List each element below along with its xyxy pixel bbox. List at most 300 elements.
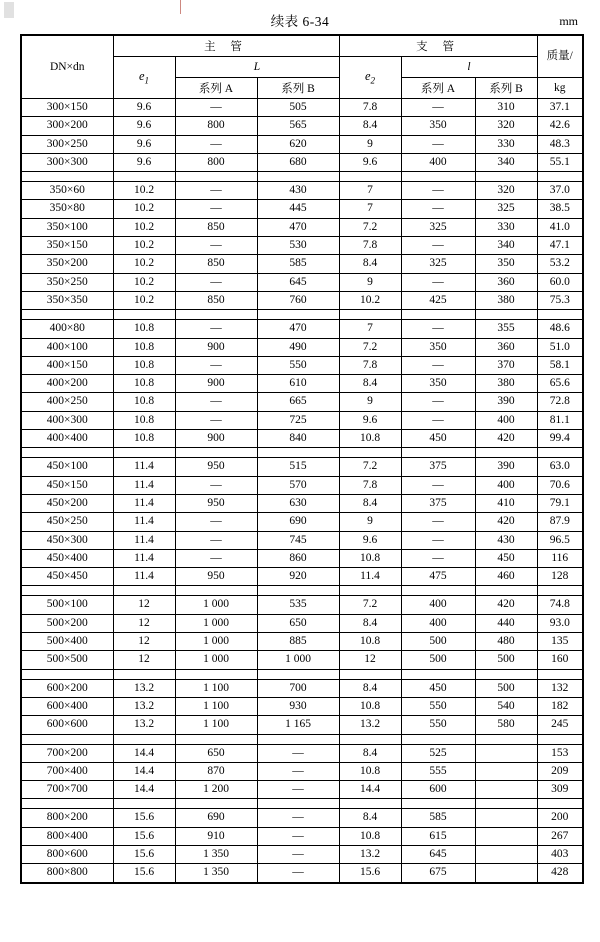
cell-main-series-b: 920 (257, 568, 339, 586)
table-row (21, 651, 583, 669)
cell-branch-series-b: 580 (475, 716, 537, 734)
cell-branch-series-b: 440 (475, 614, 537, 632)
cell-branch-series-b: 355 (475, 320, 537, 338)
continued-table-title: 续表 6-34 (270, 14, 330, 29)
cell-main-series-b: 470 (257, 218, 339, 236)
cell-branch-series-a: 475 (401, 568, 475, 586)
cell-main-series-a: 1 200 (175, 781, 257, 799)
cell-dn: 300×250 (21, 135, 113, 153)
cell-e2: 8.4 (339, 679, 401, 697)
cell-weight: 55.1 (537, 153, 583, 171)
cell-e1: 10.8 (113, 411, 175, 429)
cell-weight: 42.6 (537, 117, 583, 135)
cell-e1: 12 (113, 614, 175, 632)
cell-branch-series-b: 460 (475, 568, 537, 586)
group-separator (21, 586, 583, 596)
cell-dn: 400×150 (21, 356, 113, 374)
cell-branch-series-a: — (401, 549, 475, 567)
cell-main-series-b: 650 (257, 614, 339, 632)
cell-dn: 500×400 (21, 633, 113, 651)
cell-e1: 12 (113, 596, 175, 614)
cell-branch-series-b: 400 (475, 411, 537, 429)
cell-main-series-a: 850 (175, 218, 257, 236)
cell-main-series-a: — (175, 320, 257, 338)
cell-branch-series-a: — (401, 513, 475, 531)
header-l: l (401, 57, 537, 78)
table-row (21, 135, 583, 153)
cell-dn: 300×200 (21, 117, 113, 135)
table-row (21, 864, 583, 883)
cell-branch-series-b: 420 (475, 513, 537, 531)
cell-weight: 48.6 (537, 320, 583, 338)
cell-weight: 209 (537, 762, 583, 780)
cell-e2: 8.4 (339, 375, 401, 393)
cell-weight: 116 (537, 549, 583, 567)
page-header (0, 0, 600, 34)
cell-branch-series-b: 500 (475, 651, 537, 669)
table-row (21, 614, 583, 632)
cell-weight: 79.1 (537, 494, 583, 512)
cell-main-series-a: — (175, 531, 257, 549)
cell-main-series-a: 690 (175, 809, 257, 827)
cell-e2: 14.4 (339, 781, 401, 799)
cell-weight: 65.6 (537, 375, 583, 393)
cell-e2: 7.8 (339, 356, 401, 374)
cell-e2: 7.2 (339, 338, 401, 356)
cell-e1: 10.2 (113, 200, 175, 218)
cell-branch-series-a: 350 (401, 375, 475, 393)
cell-e1: 10.2 (113, 273, 175, 291)
cell-branch-series-b: 480 (475, 633, 537, 651)
header-branch-pipe: 支 管 (339, 35, 537, 57)
cell-main-series-b: 930 (257, 697, 339, 715)
cell-weight: 38.5 (537, 200, 583, 218)
table-row (21, 153, 583, 171)
cell-weight: 403 (537, 845, 583, 863)
cell-dn: 600×600 (21, 716, 113, 734)
table-row (21, 218, 583, 236)
cell-main-series-a: 900 (175, 430, 257, 448)
cell-main-series-a: 1 100 (175, 697, 257, 715)
cell-e1: 9.6 (113, 153, 175, 171)
cell-main-series-b: 680 (257, 153, 339, 171)
unit-label: mm (559, 14, 578, 28)
cell-dn: 350×60 (21, 182, 113, 200)
cell-e2: 11.4 (339, 568, 401, 586)
table-row (21, 596, 583, 614)
cell-branch-series-b: 360 (475, 338, 537, 356)
cell-branch-series-a: — (401, 531, 475, 549)
cell-main-series-a: 870 (175, 762, 257, 780)
table-row (21, 375, 583, 393)
cell-main-series-b: 1 165 (257, 716, 339, 734)
cell-e1: 9.6 (113, 135, 175, 153)
cell-dn: 350×250 (21, 273, 113, 291)
cell-main-series-a: — (175, 273, 257, 291)
cell-e2: 7.2 (339, 218, 401, 236)
group-separator (21, 799, 583, 809)
table-row (21, 809, 583, 827)
cell-dn: 450×250 (21, 513, 113, 531)
cell-e1: 15.6 (113, 827, 175, 845)
cell-branch-series-b: 500 (475, 679, 537, 697)
cell-branch-series-b: 350 (475, 255, 537, 273)
cell-branch-series-a: — (401, 200, 475, 218)
table-row (21, 356, 583, 374)
cell-weight: 245 (537, 716, 583, 734)
cell-e1: 15.6 (113, 845, 175, 863)
cell-branch-series-b (475, 809, 537, 827)
header-L: L (175, 57, 339, 78)
cell-weight: 200 (537, 809, 583, 827)
header-dn: DN×dn (21, 35, 113, 99)
cell-weight: 182 (537, 697, 583, 715)
cell-main-series-b: — (257, 781, 339, 799)
cell-main-series-b: 535 (257, 596, 339, 614)
cell-main-series-b: 620 (257, 135, 339, 153)
cell-e1: 10.8 (113, 320, 175, 338)
table-row (21, 549, 583, 567)
cell-e2: 7 (339, 320, 401, 338)
cell-dn: 500×500 (21, 651, 113, 669)
cell-main-series-a: 1 000 (175, 596, 257, 614)
table-row (21, 200, 583, 218)
cell-main-series-a: — (175, 356, 257, 374)
cell-main-series-a: 1 100 (175, 716, 257, 734)
cell-dn: 350×350 (21, 291, 113, 309)
cell-branch-series-b: 330 (475, 135, 537, 153)
cell-e2: 10.8 (339, 633, 401, 651)
cell-e2: 9.6 (339, 531, 401, 549)
cell-e2: 10.8 (339, 697, 401, 715)
cell-branch-series-b: 330 (475, 218, 537, 236)
cell-e2: 15.6 (339, 864, 401, 883)
cell-dn: 300×150 (21, 99, 113, 117)
table-row (21, 320, 583, 338)
cell-e1: 11.4 (113, 549, 175, 567)
cell-e2: 8.4 (339, 255, 401, 273)
header-e1-sub: 1 (144, 75, 150, 86)
cell-e1: 10.2 (113, 182, 175, 200)
group-separator (21, 734, 583, 744)
cell-weight: 41.0 (537, 218, 583, 236)
cell-branch-series-a: — (401, 320, 475, 338)
group-separator (21, 310, 583, 320)
cell-weight: 72.8 (537, 393, 583, 411)
cell-e2: 8.4 (339, 744, 401, 762)
cell-weight: 153 (537, 744, 583, 762)
table-row (21, 476, 583, 494)
cell-e1: 10.8 (113, 375, 175, 393)
cell-e2: 10.8 (339, 762, 401, 780)
cell-dn: 400×300 (21, 411, 113, 429)
cell-e2: 13.2 (339, 716, 401, 734)
header-e1 (113, 57, 175, 99)
cell-main-series-a: — (175, 200, 257, 218)
cell-e1: 12 (113, 633, 175, 651)
cell-e2: 9 (339, 273, 401, 291)
cell-branch-series-b: 360 (475, 273, 537, 291)
cell-dn: 500×100 (21, 596, 113, 614)
table-row (21, 237, 583, 255)
cell-weight: 58.1 (537, 356, 583, 374)
cell-main-series-b: 760 (257, 291, 339, 309)
cell-e2: 12 (339, 651, 401, 669)
cell-main-series-b: — (257, 744, 339, 762)
cell-branch-series-b: 410 (475, 494, 537, 512)
cell-main-series-b: 860 (257, 549, 339, 567)
cell-branch-series-a: 615 (401, 827, 475, 845)
table-row (21, 117, 583, 135)
cell-main-series-a: 650 (175, 744, 257, 762)
cell-e1: 10.8 (113, 356, 175, 374)
cell-branch-series-b (475, 744, 537, 762)
cell-branch-series-b: 430 (475, 531, 537, 549)
cell-main-series-a: 1 000 (175, 633, 257, 651)
cell-e2: 7 (339, 182, 401, 200)
cell-e2: 8.4 (339, 494, 401, 512)
cell-weight: 48.3 (537, 135, 583, 153)
cell-main-series-b: 515 (257, 458, 339, 476)
cell-branch-series-a: 555 (401, 762, 475, 780)
table-body (21, 99, 583, 883)
header-row-1 (21, 35, 583, 57)
cell-branch-series-a: — (401, 99, 475, 117)
cell-branch-series-a: 550 (401, 697, 475, 715)
cell-branch-series-b: 370 (475, 356, 537, 374)
cell-weight: 74.8 (537, 596, 583, 614)
cell-branch-series-b: 450 (475, 549, 537, 567)
cell-branch-series-a: 600 (401, 781, 475, 799)
cell-branch-series-b: 310 (475, 99, 537, 117)
cell-e1: 9.6 (113, 99, 175, 117)
cell-branch-series-a: — (401, 411, 475, 429)
cell-weight: 37.0 (537, 182, 583, 200)
cell-e2: 9 (339, 393, 401, 411)
cell-weight: 96.5 (537, 531, 583, 549)
cell-branch-series-b (475, 827, 537, 845)
cell-branch-series-b: 320 (475, 182, 537, 200)
cell-main-series-b: — (257, 827, 339, 845)
cell-e1: 10.2 (113, 237, 175, 255)
cell-dn: 350×80 (21, 200, 113, 218)
cell-branch-series-a: 585 (401, 809, 475, 827)
cell-main-series-b: — (257, 809, 339, 827)
cell-main-series-b: — (257, 864, 339, 883)
cell-main-series-b: 665 (257, 393, 339, 411)
table-row (21, 291, 583, 309)
cell-main-series-a: 1 350 (175, 864, 257, 883)
table-row (21, 393, 583, 411)
cell-weight: 128 (537, 568, 583, 586)
cell-main-series-b: 550 (257, 356, 339, 374)
cell-branch-series-a: 325 (401, 255, 475, 273)
cell-weight: 47.1 (537, 237, 583, 255)
cell-weight: 51.0 (537, 338, 583, 356)
cell-main-series-a: 1 000 (175, 651, 257, 669)
table-row (21, 458, 583, 476)
cell-main-series-a: — (175, 549, 257, 567)
cell-e2: 8.4 (339, 809, 401, 827)
cell-branch-series-a: 450 (401, 679, 475, 697)
cell-branch-series-a: 550 (401, 716, 475, 734)
header-main-series-b: 系列 B (257, 78, 339, 99)
cell-branch-series-a: 375 (401, 458, 475, 476)
cell-branch-series-b: 390 (475, 458, 537, 476)
cell-dn: 400×250 (21, 393, 113, 411)
cell-main-series-a: 800 (175, 153, 257, 171)
table-row (21, 99, 583, 117)
cell-dn: 600×400 (21, 697, 113, 715)
cell-main-series-a: 800 (175, 117, 257, 135)
cell-main-series-a: 950 (175, 458, 257, 476)
cell-weight: 135 (537, 633, 583, 651)
cell-main-series-b: 1 000 (257, 651, 339, 669)
cell-main-series-b: 585 (257, 255, 339, 273)
cell-dn: 450×100 (21, 458, 113, 476)
table-row (21, 430, 583, 448)
dimensions-table (20, 34, 584, 884)
cell-branch-series-b: 340 (475, 237, 537, 255)
cell-e1: 11.4 (113, 458, 175, 476)
cell-branch-series-a: — (401, 135, 475, 153)
cell-dn: 400×100 (21, 338, 113, 356)
header-quality-1: 质量/ (537, 35, 583, 78)
cell-e2: 9 (339, 513, 401, 531)
cell-dn: 450×300 (21, 531, 113, 549)
table-row (21, 716, 583, 734)
cell-weight: 70.6 (537, 476, 583, 494)
cell-branch-series-b (475, 781, 537, 799)
cell-e2: 7.2 (339, 458, 401, 476)
cell-branch-series-a: 400 (401, 614, 475, 632)
table-row (21, 827, 583, 845)
cell-e2: 7.8 (339, 99, 401, 117)
cell-branch-series-a: 400 (401, 596, 475, 614)
cell-e1: 9.6 (113, 117, 175, 135)
cell-weight: 63.0 (537, 458, 583, 476)
cell-e2: 9.6 (339, 153, 401, 171)
table-row (21, 568, 583, 586)
cell-e1: 10.8 (113, 338, 175, 356)
cell-main-series-a: 900 (175, 338, 257, 356)
table-row (21, 845, 583, 863)
cell-main-series-b: 490 (257, 338, 339, 356)
cell-e1: 12 (113, 651, 175, 669)
header-quality-2: kg (537, 78, 583, 99)
cell-main-series-a: — (175, 99, 257, 117)
cell-e2: 10.2 (339, 291, 401, 309)
cell-branch-series-a: 675 (401, 864, 475, 883)
cell-branch-series-b (475, 845, 537, 863)
cell-main-series-a: — (175, 237, 257, 255)
cell-branch-series-b: 325 (475, 200, 537, 218)
cell-branch-series-a: 645 (401, 845, 475, 863)
cell-branch-series-a: 500 (401, 633, 475, 651)
cell-dn: 800×800 (21, 864, 113, 883)
cell-main-series-a: — (175, 411, 257, 429)
cell-main-series-b: 690 (257, 513, 339, 531)
cell-e2: 10.8 (339, 430, 401, 448)
cell-main-series-b: 725 (257, 411, 339, 429)
cell-branch-series-b: 400 (475, 476, 537, 494)
cell-main-series-a: — (175, 182, 257, 200)
cell-main-series-b: 645 (257, 273, 339, 291)
cell-branch-series-a: — (401, 273, 475, 291)
table-row (21, 182, 583, 200)
cell-e1: 10.2 (113, 255, 175, 273)
cell-weight: 37.1 (537, 99, 583, 117)
cell-branch-series-a: 350 (401, 117, 475, 135)
cell-branch-series-b: 390 (475, 393, 537, 411)
cell-main-series-b: 885 (257, 633, 339, 651)
cell-dn: 800×200 (21, 809, 113, 827)
cell-branch-series-a: — (401, 182, 475, 200)
table-row (21, 744, 583, 762)
cell-branch-series-a: — (401, 476, 475, 494)
cell-main-series-b: 570 (257, 476, 339, 494)
cell-weight: 60.0 (537, 273, 583, 291)
cell-main-series-a: — (175, 513, 257, 531)
cell-main-series-b: — (257, 762, 339, 780)
header-e1-letter: e (138, 69, 145, 84)
cell-branch-series-a: 375 (401, 494, 475, 512)
cell-branch-series-b: 380 (475, 291, 537, 309)
cell-e2: 7 (339, 200, 401, 218)
cell-weight: 75.3 (537, 291, 583, 309)
cell-main-series-a: 900 (175, 375, 257, 393)
cell-branch-series-b: 380 (475, 375, 537, 393)
cell-main-series-a: — (175, 476, 257, 494)
cell-e1: 11.4 (113, 568, 175, 586)
cell-main-series-a: — (175, 135, 257, 153)
header-e2-sub: 2 (370, 75, 376, 86)
cell-dn: 450×150 (21, 476, 113, 494)
table-header (21, 35, 583, 99)
cell-weight: 81.1 (537, 411, 583, 429)
cell-dn: 300×300 (21, 153, 113, 171)
cell-e1: 15.6 (113, 864, 175, 883)
cell-main-series-b: 505 (257, 99, 339, 117)
cell-branch-series-a: 525 (401, 744, 475, 762)
cell-dn: 400×400 (21, 430, 113, 448)
cell-dn: 450×400 (21, 549, 113, 567)
cell-dn: 450×200 (21, 494, 113, 512)
cell-e2: 8.4 (339, 117, 401, 135)
table-row (21, 697, 583, 715)
header-branch-series-b: 系列 B (475, 78, 537, 99)
cell-e2: 9 (339, 135, 401, 153)
cell-main-series-a: 1 100 (175, 679, 257, 697)
cell-e2: 7.8 (339, 237, 401, 255)
cell-branch-series-b: 420 (475, 430, 537, 448)
cell-main-series-b: 530 (257, 237, 339, 255)
cell-e1: 10.8 (113, 393, 175, 411)
cell-main-series-b: 445 (257, 200, 339, 218)
cell-e2: 13.2 (339, 845, 401, 863)
cell-e2: 10.8 (339, 827, 401, 845)
cell-weight: 132 (537, 679, 583, 697)
cell-main-series-b: 565 (257, 117, 339, 135)
cell-branch-series-b (475, 864, 537, 883)
cell-dn: 350×100 (21, 218, 113, 236)
cell-main-series-a: 850 (175, 255, 257, 273)
table-row (21, 273, 583, 291)
table-row (21, 633, 583, 651)
cell-e1: 10.2 (113, 218, 175, 236)
cell-branch-series-b: 340 (475, 153, 537, 171)
cell-e2: 8.4 (339, 614, 401, 632)
